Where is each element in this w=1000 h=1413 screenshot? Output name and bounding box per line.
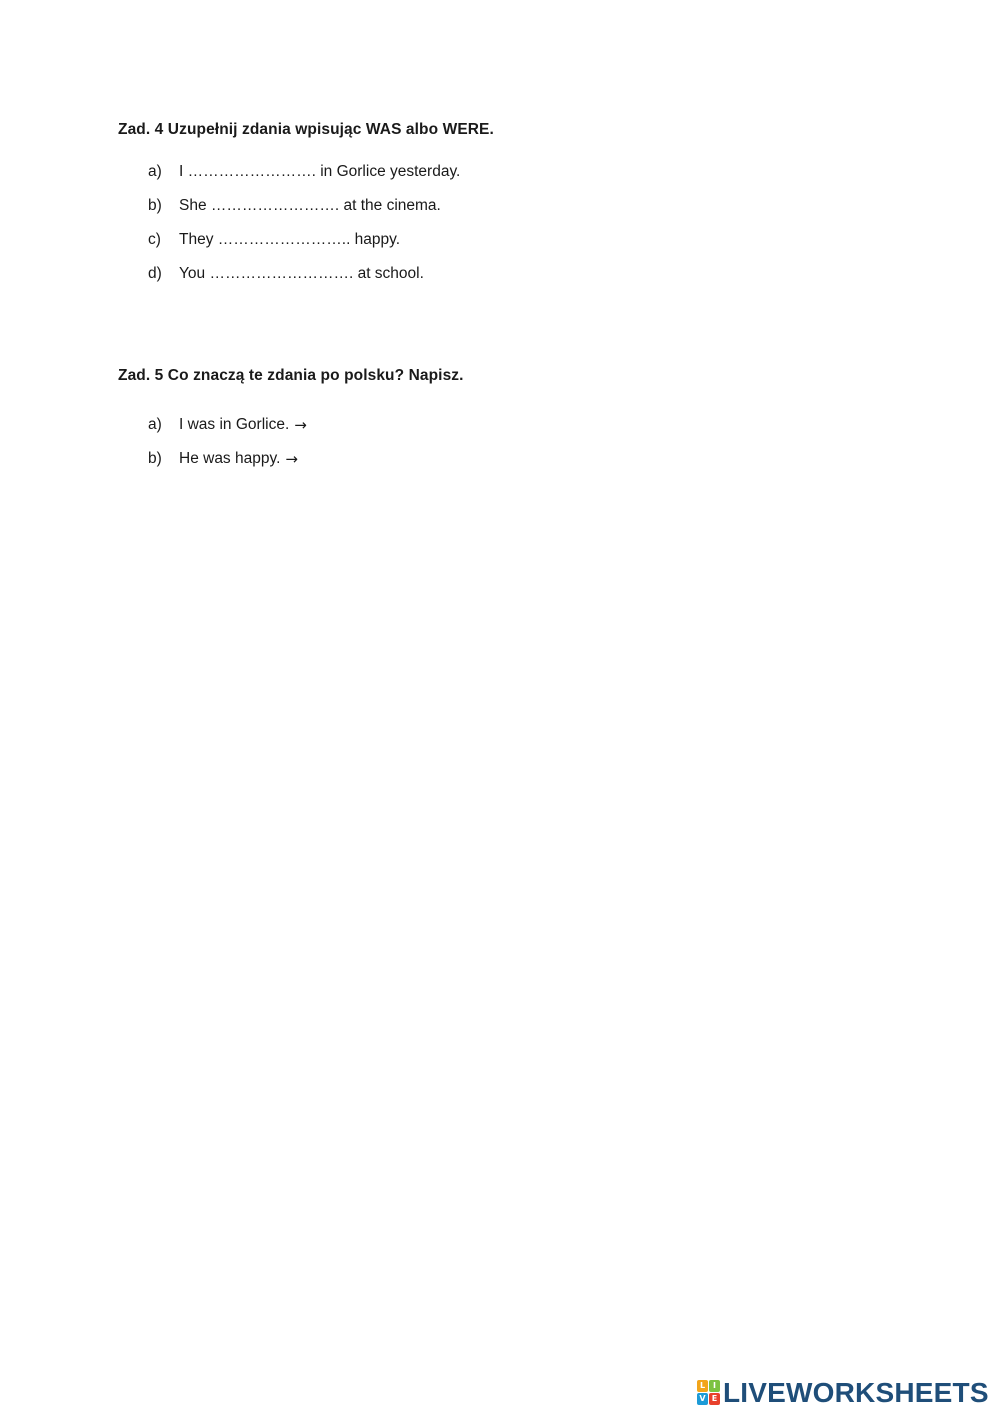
- task-5-item-b: [148, 450, 307, 484]
- item-marker: b): [148, 450, 162, 467]
- item-sentence: I ……………………. in Gorlice yesterday.: [179, 163, 461, 180]
- item-sentence: He was happy.: [179, 450, 281, 467]
- task-4-item-b: [148, 197, 460, 231]
- logo-letter: L: [697, 1380, 708, 1392]
- task-4-item-d: [148, 265, 460, 299]
- item-marker: a): [148, 416, 162, 433]
- item-sentence: They …………………….. happy.: [179, 231, 401, 248]
- item-sentence: I was in Gorlice.: [179, 416, 290, 433]
- task-4-item-a: [148, 163, 460, 197]
- task-5-item-a: [148, 416, 307, 450]
- item-marker: b): [148, 197, 162, 214]
- item-marker: d): [148, 265, 162, 282]
- task-5-title: Zad. 5 Co znaczą te zdania po polsku? Napisz.: [118, 367, 464, 384]
- task-4-list: [148, 163, 460, 299]
- item-sentence: You ………………………. at school.: [179, 265, 424, 282]
- item-sentence: She ……………………. at the cinema.: [179, 197, 441, 214]
- task-4-item-c: [148, 231, 460, 265]
- logo-letter: I: [709, 1380, 720, 1392]
- logo-letter: E: [709, 1393, 720, 1405]
- item-marker: c): [148, 231, 161, 248]
- arrow-right-icon: →: [294, 416, 307, 434]
- logo-letter: V: [697, 1393, 708, 1405]
- liveworksheets-brand: [697, 1378, 989, 1408]
- liveworksheets-logo-icon: [697, 1380, 721, 1406]
- task-4-title: Zad. 4 Uzupełnij zdania wpisując WAS albo WERE.: [118, 121, 494, 138]
- arrow-right-icon: →: [285, 450, 298, 468]
- task-5-list: [148, 416, 307, 484]
- brand-wordmark: LIVEWORKSHEETS: [723, 1377, 989, 1408]
- item-marker: a): [148, 163, 162, 180]
